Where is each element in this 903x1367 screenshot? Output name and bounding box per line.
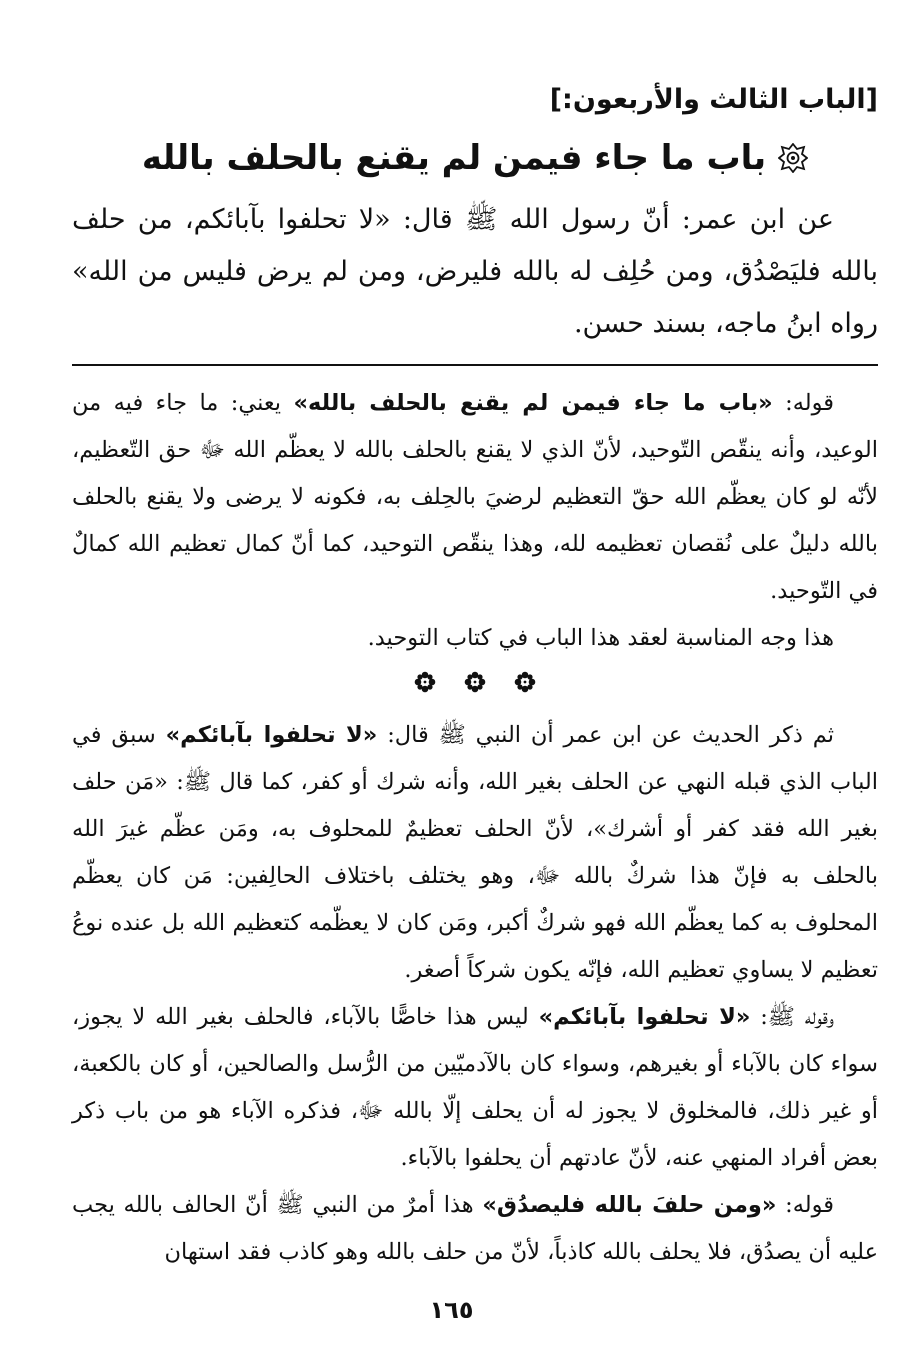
paragraph-intro: قوله:: [776, 1192, 834, 1218]
flower-ornament-icon: [514, 671, 536, 693]
commentary-paragraph-2: هذا وجه المناسبة لعقد هذا الباب في كتاب التوحيد.: [367, 625, 834, 651]
quoted-heading: «باب ما جاء فيمن لم يقنع بالحلف بالله»: [293, 390, 773, 416]
page-number: ١٦٥: [429, 1296, 474, 1324]
paragraph-intro: ثم ذكر الحديث عن ابن عمر أن النبي ﷺ قال:: [377, 722, 834, 748]
chapter-title: باب ما جاء فيمن لم يقنع بالحلف بالله: [141, 138, 767, 178]
paragraph-text: هذا أمرٌ من النبي ﷺ أنّ الحالف بالله يجب عليه أن يصدُق، فلا يحلف بالله كاذباً، لأنّ من حلف بالله وهو كاذب فقد استهان: [72, 1192, 878, 1265]
star-ornament-icon: [778, 143, 808, 173]
commentary-paragraph-5: [72, 1182, 878, 1276]
flower-ornament-icon: [414, 671, 436, 693]
paragraph-intro: قوله:: [772, 390, 835, 416]
paragraph-intro: وقوله ﷺ:: [750, 1004, 834, 1030]
chapter-title-row: [72, 132, 878, 184]
commentary-paragraph-3: [72, 712, 878, 994]
book-page: [72, 80, 878, 1340]
quoted-hadith: «لا تحلفوا بآبائكم»: [165, 722, 378, 748]
quoted-hadith: «لا تحلفوا بآبائكم»: [538, 1004, 751, 1030]
quoted-hadith: «ومن حلفَ بالله فليصدُق»: [482, 1192, 777, 1218]
paragraph-text: ليس هذا خاصًّا بالآباء، فالحلف بغير الله لا يجوز، سواء كان بالآباء أو بغيرهم، وسواء كان بالآدميّين من الرُّسل والصالحين، أو كان بالكعبة، أو غير ذلك، فالمخلوق لا يجوز له أن يحلف إلّا بالله ﷻ، فذكره الآباء هو من باب ذكر بعض أفراد المنهي عنه، لأنّ عادتهم أن يحلفوا بالآباء.: [72, 1004, 878, 1171]
commentary-paragraph-4: [72, 994, 878, 1182]
section-divider: [72, 364, 878, 366]
section-ornaments: [72, 664, 878, 700]
paragraph-text: يعني: ما جاء فيه من الوعيد، وأنه ينقّص التّوحيد، لأنّ الذي لا يقنع بالحلف بالله لا يعظّم الله ﷻ حق التّعظيم، لأنّه لو كان يعظّم الله حقّ التعظيم لرضيَ بالحِلف به، فكونه لا يرضى ولا يقنع بالحلف بالله دليلٌ على نُقصان تعظيمه لله، وهذا ينقّص التوحيد، كما أنّ كمال تعظيم الله كمالٌ في التّوحيد.: [72, 390, 878, 604]
flower-ornament-icon: [464, 671, 486, 693]
paragraph-text: سبق في الباب الذي قبله النهي عن الحلف بغير الله، وأنه شرك أو كفر، كما قال ﷺ: «مَن حلف بغير الله فقد كفر أو أشرك»، لأنّ الحلف تعظيمٌ للمحلوف به، ومَن عظّم غيرَ الله بالحلف به فإنّ هذا شركٌ بالله ﷻ، وهو يختلف باختلاف الحالِفين: مَن كان يعظّم المحلوف به كما يعظّم الله فهو شركٌ أكبر، ومَن كان لا يعظّمه كتعظيم الله بل عنده نوعُ تعظيم لا يساوي تعظيم الله، فإنّه يكون شركاً أصغر.: [72, 722, 878, 983]
hadith-text: عن ابن عمر: أنّ رسول الله ﷺ قال: «لا تحلفوا بآبائكم، من حلف بالله فليَصْدُق، ومن حُلِف له بالله فليرض، ومن لم يرض فليس من الله» رواه ابنُ ماجه، بسند حسن.: [72, 204, 878, 339]
commentary-paragraph-1: [72, 380, 878, 615]
chapter-label: [الباب الثالث والأربعون:]: [549, 84, 878, 115]
